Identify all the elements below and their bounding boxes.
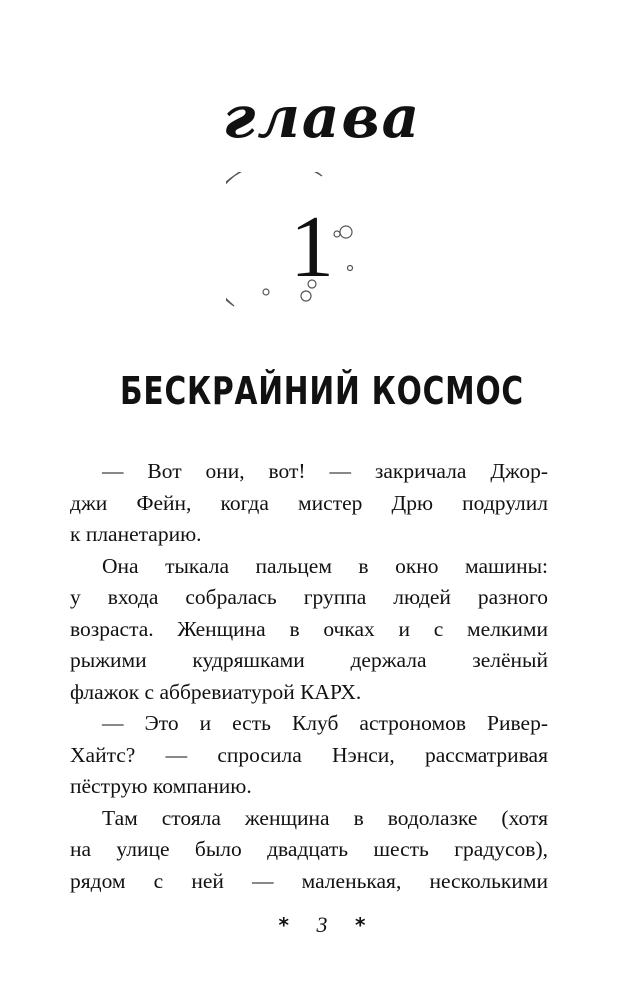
text-line: Там стояла женщина в водолазке (хотя <box>102 805 548 830</box>
page-number: 3 <box>316 911 328 937</box>
text-line: у входа собралась группа людей разного <box>70 585 548 609</box>
asterisk-icon: * <box>355 912 366 937</box>
chapter-word: глава <box>222 83 422 151</box>
text-line: к планетарию. <box>70 522 202 546</box>
text-line: возраста. Женщина в очках и с мелкими <box>70 616 548 641</box>
chapter-number: 1 <box>290 199 334 296</box>
text-line: — Вот они, вот! — закричала Джор- <box>102 459 548 483</box>
text-line: джи Фейн, когда мистер Дрю подрулил <box>70 490 548 515</box>
page-footer <box>0 912 644 936</box>
text-line: рыжими кудряшками держала зелёный <box>70 648 548 672</box>
chapter-title: БЕСКРАЙНИЙ КОСМОС <box>120 369 524 413</box>
asterisk-icon: * <box>278 912 289 937</box>
text-line: флажок с аббревиатурой КАРХ. <box>70 679 362 704</box>
body-text <box>70 456 548 897</box>
text-line: на улице было двадцать шесть градусов), <box>70 837 548 861</box>
text-line: — Это и есть Клуб астрономов Ривер- <box>102 711 548 735</box>
text-line: Она тыкала пальцем в окно машины: <box>102 553 548 578</box>
text-line: рядом с ней — маленькая, несколькими <box>70 868 548 893</box>
text-line: пёструю компанию. <box>70 774 252 798</box>
text-line: Хайтс? — спросила Нэнси, рассматривая <box>70 742 548 767</box>
